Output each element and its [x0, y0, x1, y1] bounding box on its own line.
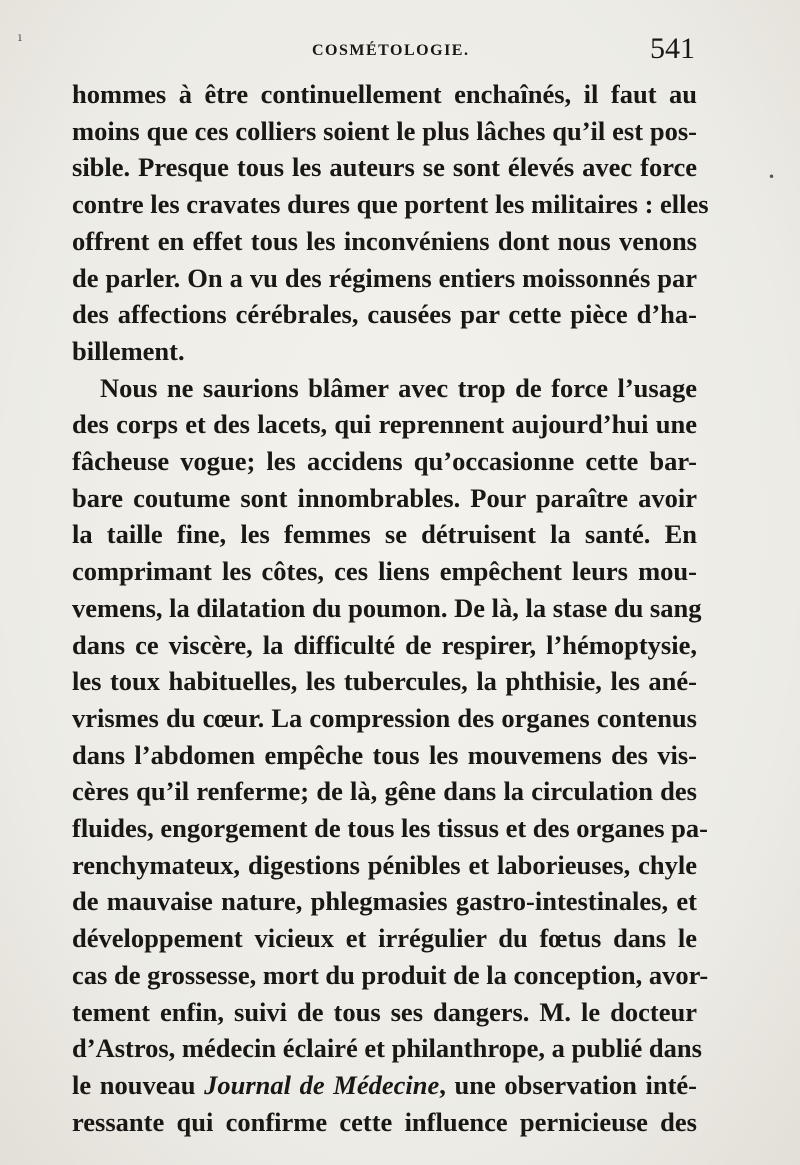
text-line: cas de grossesse, mort du produit de la conception, avor-: [72, 959, 709, 990]
text-line: la taille fine, les femmes se détruisent la santé. En: [72, 519, 697, 550]
text-line: vemens, la dilatation du poumon. De là, la stase du sang: [72, 592, 702, 623]
page-number: 541: [650, 32, 695, 65]
text-line: d’Astros, médecin éclairé et philanthrope, a publié dans: [72, 1033, 702, 1064]
text-line: hommes à être continuellement enchaînés, il faut au: [72, 79, 697, 109]
text-line: renchymateux, digestions pénibles et laborieuses, chyle: [72, 849, 697, 880]
journal-line-before: le nouveau: [72, 1069, 205, 1100]
text-line: de mauvaise nature, phlegmasies gastro-intestinales, et: [72, 886, 697, 917]
text-line: vrismes du cœur. La compression des organes contenus: [72, 702, 697, 733]
text-line: des affections cérébrales, causées par cette pièce d’ha-: [72, 299, 697, 330]
journal-title: Journal de Médecine: [204, 1069, 440, 1100]
text-line: de parler. On a vu des régimens entiers moissonnés par: [72, 262, 697, 293]
text-line: des corps et des lacets, qui reprennent aujourd’hui une: [72, 409, 697, 440]
text-line-journal: [72, 1067, 697, 1104]
corner-mark: ı: [18, 30, 22, 44]
text-line: contre les cravates dures que portent les militaires : elles: [72, 189, 709, 220]
text-line: comprimant les côtes, ces liens empêchent leurs mou-: [72, 556, 697, 587]
text-line: dans l’abdomen empêche tous les mouvemens des vis-: [72, 739, 697, 770]
text-line: sible. Presque tous les auteurs se sont élevés avec force: [72, 152, 697, 183]
text-line: fâcheuse vogue; les accidens qu’occasionne cette bar-: [72, 446, 697, 477]
paragraph-1: [72, 76, 709, 370]
page-header: [0, 32, 800, 72]
journal-line-after: , une observation inté-: [439, 1069, 698, 1100]
running-title: COSMÉTOLOGIE.: [312, 42, 470, 59]
text-line: bare coutume sont innombrables. Pour paraître avoir: [72, 482, 697, 513]
text-line: offrent en effet tous les inconvéniens dont nous venons: [72, 225, 697, 256]
margin-dot: •: [768, 170, 776, 184]
text-line: moins que ces colliers soient le plus lâches qu’il est pos-: [72, 115, 697, 146]
text-line: dans ce viscère, la difficulté de respirer, l’hémoptysie,: [72, 629, 697, 660]
text-line: tement enfin, suivi de tous ses dangers. M. le docteur: [72, 996, 697, 1027]
paragraph-2: [72, 370, 709, 1141]
text-line: développement vicieux et irrégulier du fœtus dans le: [72, 923, 697, 954]
text-line: les toux habituelles, les tubercules, la phthisie, les ané-: [72, 666, 697, 697]
body-text: [72, 76, 709, 1140]
text-line: ressante qui confirme cette influence pernicieuse des: [72, 1106, 697, 1137]
text-line: fluides, engorgement de tous les tissus et des organes pa-: [72, 813, 708, 844]
text-line: billement.: [72, 335, 185, 366]
text-line: Nous ne saurions blâmer avec trop de force l’usage: [100, 372, 697, 403]
text-line: cères qu’il renferme; de là, gêne dans la circulation des: [72, 776, 697, 807]
